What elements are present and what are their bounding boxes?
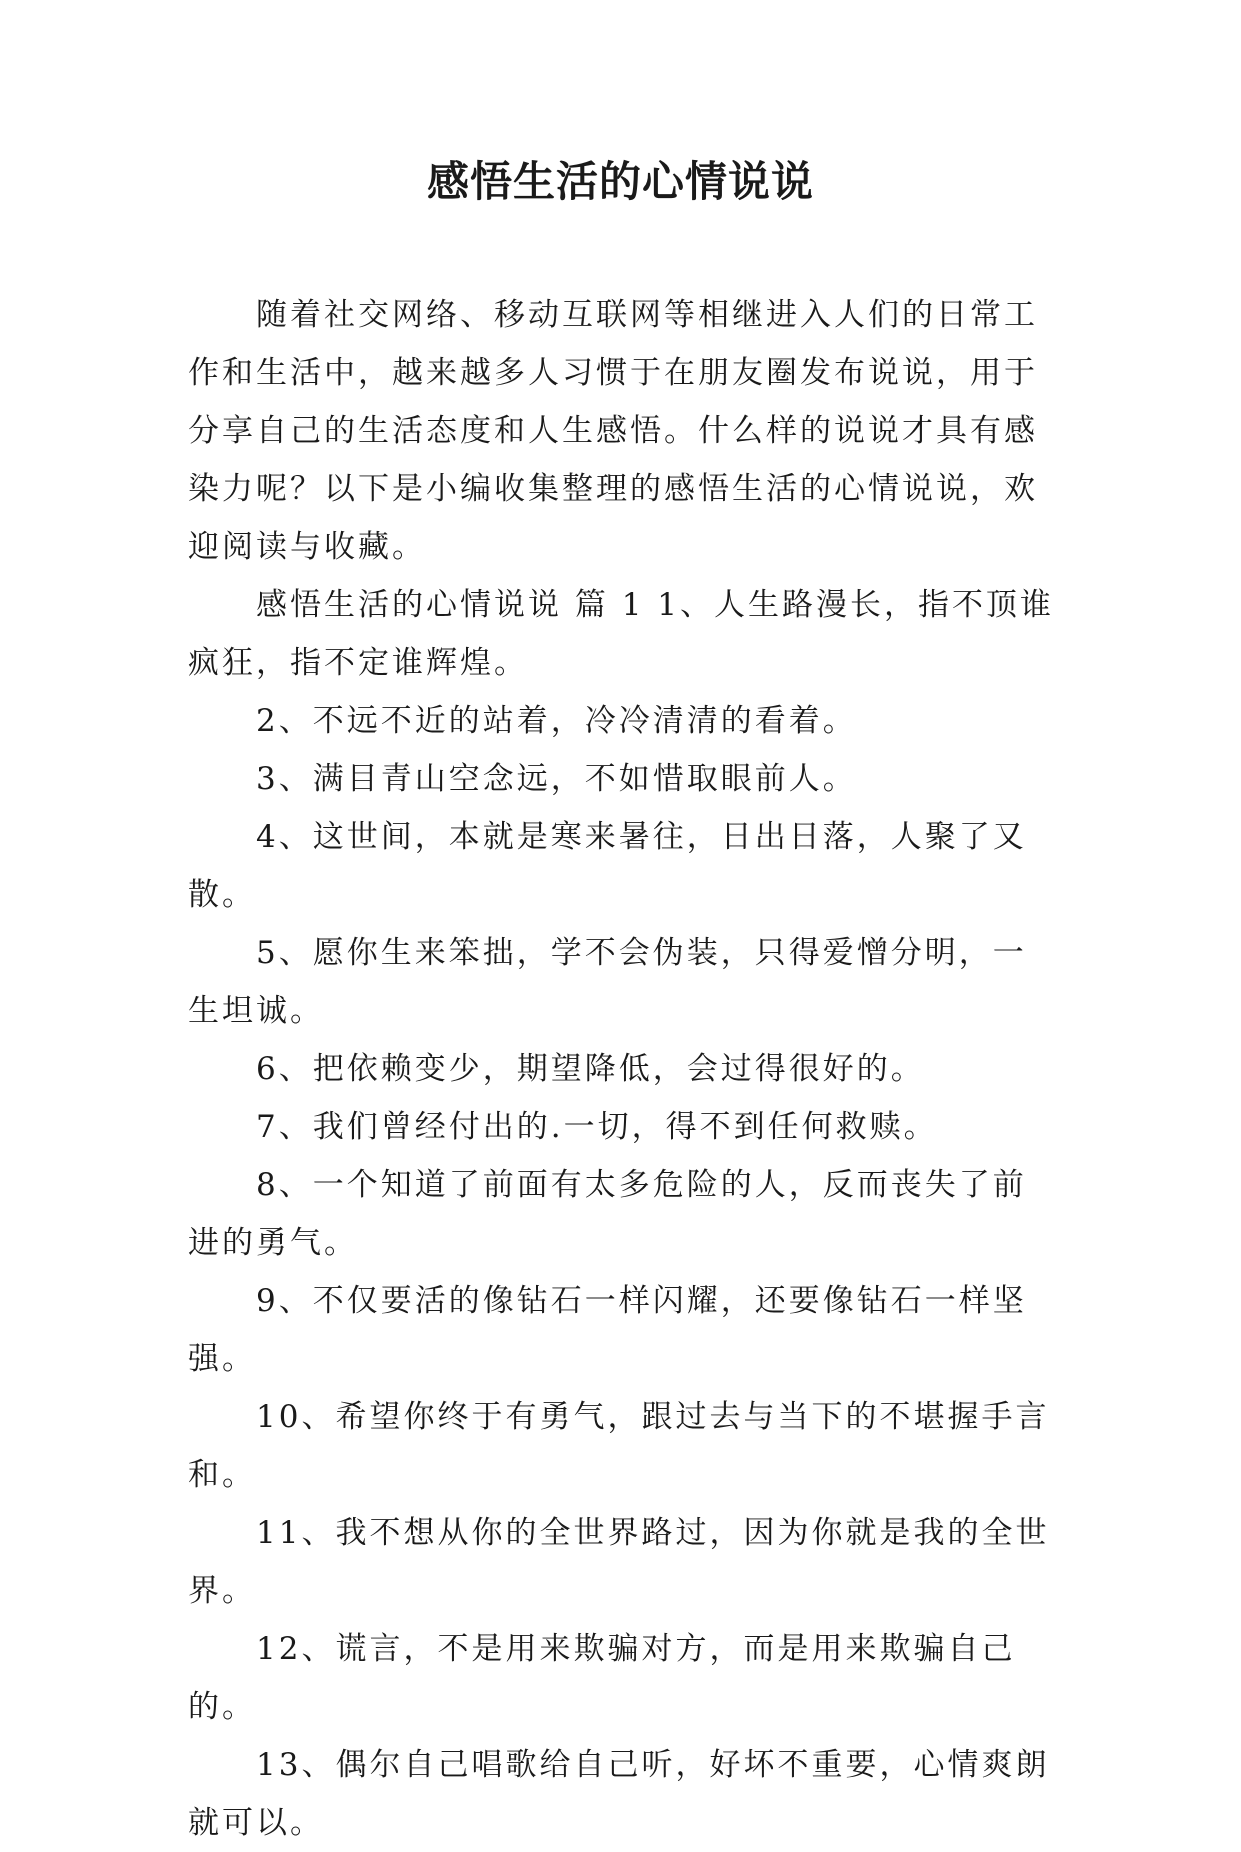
quote-paragraph: 10、希望你终于有勇气，跟过去与当下的不堪握手言和。 bbox=[188, 1399, 1050, 1493]
quote-paragraph: 5、愿你生来笨拙，学不会伪装，只得爱憎分明，一生坦诚。 bbox=[188, 935, 1027, 1029]
quote-paragraph: 3、满目青山空念远，不如惜取眼前人。 bbox=[256, 761, 857, 797]
intro-paragraph: 随着社交网络、移动互联网等相继进入人们的日常工作和生活中，越来越多人习惯于在朋友圈发布说说，用于分享自己的生活态度和人生感悟。什么样的说说才具有感染力呢？以下是小编收集整理的感悟生活的心情说说，欢迎阅读与收藏。 bbox=[188, 297, 1038, 565]
quote-paragraph: 8、一个知道了前面有太多危险的人，反而丧失了前进的勇气。 bbox=[188, 1167, 1027, 1261]
quote-paragraph: 6、把依赖变少，期望降低，会过得很好的。 bbox=[256, 1051, 925, 1087]
quote-paragraph: 13、偶尔自己唱歌给自己听，好坏不重要，心情爽朗就可以。 bbox=[188, 1747, 1050, 1841]
quote-paragraph: 7、我们曾经付出的.一切，得不到任何救赎。 bbox=[256, 1109, 938, 1145]
document-body bbox=[188, 286, 1058, 1852]
quote-paragraph: 2、不远不近的站着，冷冷清清的看着。 bbox=[256, 703, 857, 739]
quote-paragraph: 9、不仅要活的像钻石一样闪耀，还要像钻石一样坚强。 bbox=[188, 1283, 1027, 1377]
quote-paragraph: 4、这世间，本就是寒来暑往，日出日落，人聚了又散。 bbox=[188, 819, 1027, 913]
document-title: 感悟生活的心情说说 bbox=[426, 157, 814, 206]
section-heading-paragraph: 感悟生活的心情说说 篇 1 1、人生路漫长，指不顶谁疯狂，指不定谁辉煌。 bbox=[188, 587, 1055, 681]
quote-paragraph: 12、谎言，不是用来欺骗对方，而是用来欺骗自己的。 bbox=[188, 1631, 1016, 1725]
quote-paragraph: 11、我不想从你的全世界路过，因为你就是我的全世界。 bbox=[188, 1515, 1050, 1609]
